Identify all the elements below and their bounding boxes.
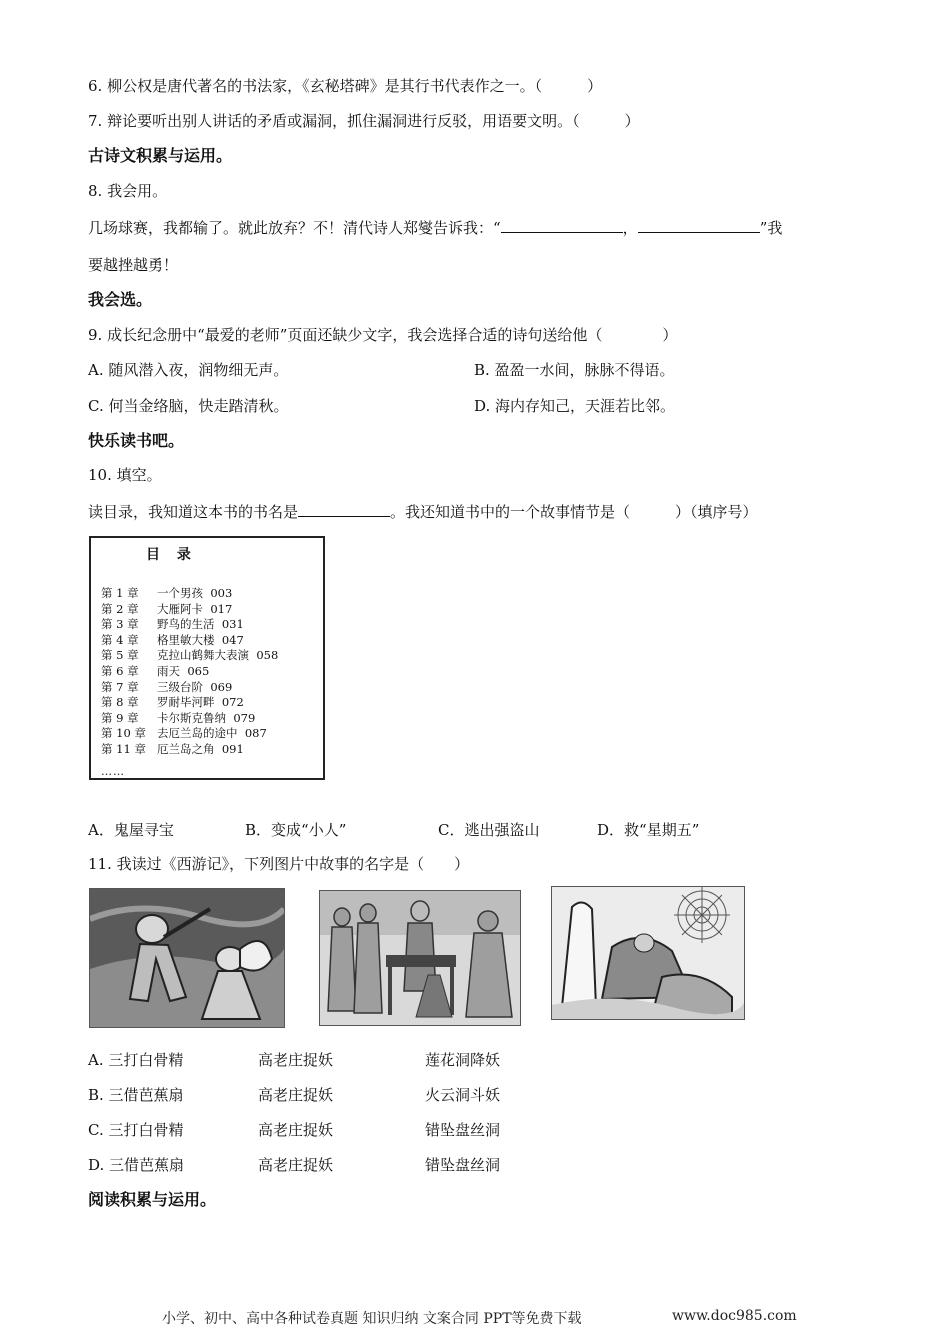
toc-chapter: 第 10 章 — [101, 726, 146, 741]
question-9-option-a[interactable]: A. 随风潜入夜，润物细无声。 — [88, 361, 289, 379]
toc-name: 大雁阿卡 — [157, 601, 203, 616]
toc-title: 目 录 — [146, 547, 197, 563]
question-9-option-c[interactable]: C. 何当金络脑，快走踏清秋。 — [88, 397, 289, 415]
toc-chapter: 第 6 章 — [101, 663, 139, 678]
section-heading-reading-accumulation: 阅读积累与运用。 — [88, 1190, 217, 1209]
question-11-option-c-col3: 错坠盘丝洞 — [425, 1121, 501, 1139]
toc-item — [101, 586, 278, 602]
toc-item — [101, 617, 278, 633]
section-heading-choose: 我会选。 — [88, 290, 153, 309]
picture-3-illustration — [552, 887, 744, 1019]
section-heading-reading: 快乐读书吧。 — [88, 431, 185, 450]
story-picture-2 — [319, 890, 521, 1026]
toc-page: 047 — [221, 632, 244, 647]
question-10-option-d[interactable]: D．救“星期五” — [597, 821, 700, 839]
toc-item — [101, 711, 278, 727]
question-10-title: 10. 填空。 — [88, 466, 162, 484]
question-7: 7. 辩论要听出别人讲话的矛盾或漏洞，抓住漏洞进行反驳，用语要文明。（ ） — [88, 112, 640, 130]
question-11-option-c-col2: 高老庄捉妖 — [258, 1121, 334, 1139]
answer-blank-book-title[interactable] — [298, 501, 390, 517]
question-11-option-b-col2: 高老庄捉妖 — [258, 1086, 334, 1104]
toc-page: 003 — [210, 586, 233, 600]
toc-ellipsis: …… — [101, 765, 125, 778]
question-11-option-d-col3: 错坠盘丝洞 — [425, 1156, 501, 1174]
toc-name: 罗耐毕河畔 — [157, 695, 215, 710]
toc-name: 雨天 — [157, 663, 180, 678]
question-8-text-a: 几场球赛，我都输了。就此放弃？不！清代诗人郑燮告诉我：“ — [88, 219, 501, 237]
toc-page: 058 — [256, 648, 279, 663]
toc-item — [101, 726, 278, 742]
toc-name: 野鸟的生活 — [157, 617, 215, 632]
toc-name: 三级台阶 — [157, 679, 203, 694]
toc-page: 091 — [221, 741, 244, 756]
section-heading-ancient-poetry: 古诗文积累与运用。 — [88, 146, 233, 165]
picture-1-illustration — [90, 889, 284, 1027]
question-8-text-b: ”我 — [759, 219, 783, 237]
question-9-option-b[interactable]: B. 盈盈一水间，脉脉不得语。 — [474, 361, 675, 379]
toc-list — [101, 586, 278, 758]
toc-item — [101, 680, 278, 696]
footer-text: 小学、初中、高中各种试卷真题 知识归纳 文案合同 PPT等免费下载 — [162, 1311, 582, 1327]
toc-chapter: 第 1 章 — [101, 586, 139, 600]
question-11-option-d[interactable]: D. 三借芭蕉扇 — [88, 1156, 185, 1174]
question-6: 6. 柳公权是唐代著名的书法家，《玄秘塔碑》是其行书代表作之一。（ ） — [88, 77, 603, 95]
toc-name: 去厄兰岛的途中 — [157, 726, 238, 741]
toc-page: 017 — [210, 601, 233, 616]
toc-name: 克拉山鹤舞大表演 — [157, 648, 249, 663]
toc-chapter: 第 8 章 — [101, 695, 139, 710]
toc-page: 087 — [244, 726, 267, 741]
toc-name: 卡尔斯克鲁纳 — [157, 710, 226, 725]
question-8-text — [88, 217, 782, 238]
toc-chapter: 第 7 章 — [101, 679, 139, 694]
question-11-option-d-col2: 高老庄捉妖 — [258, 1156, 334, 1174]
question-11-option-a[interactable]: A. 三打白骨精 — [88, 1051, 184, 1069]
picture-2-illustration — [320, 891, 520, 1025]
toc-page: 069 — [210, 679, 233, 694]
question-8-comma: ， — [622, 219, 638, 237]
question-9: 9. 成长纪念册中“最爱的老师”页面还缺少文字，我会选择合适的诗句送给他（ ） — [88, 326, 678, 344]
toc-chapter: 第 9 章 — [101, 710, 139, 725]
toc-name: 格里敏大楼 — [157, 632, 215, 647]
toc-name: 一个男孩 — [157, 586, 203, 600]
story-picture-1 — [89, 888, 285, 1028]
toc-chapter: 第 5 章 — [101, 648, 139, 663]
question-8-title: 8. 我会用。 — [88, 182, 168, 200]
question-11-option-a-col2: 高老庄捉妖 — [258, 1051, 334, 1069]
question-11-option-c[interactable]: C. 三打白骨精 — [88, 1121, 184, 1139]
toc-item — [101, 742, 278, 758]
toc-name: 厄兰岛之角 — [157, 741, 215, 756]
table-of-contents-image — [89, 536, 325, 780]
toc-page: 065 — [187, 663, 210, 678]
question-10-option-c[interactable]: C．逃出强盗山 — [438, 821, 540, 839]
question-8-text-c: 要越挫越勇！ — [88, 256, 179, 274]
question-11-option-b[interactable]: B. 三借芭蕉扇 — [88, 1086, 184, 1104]
toc-item — [101, 664, 278, 680]
toc-item — [101, 633, 278, 649]
answer-blank-1[interactable] — [501, 217, 623, 233]
question-9-option-d[interactable]: D. 海内存知己，天涯若比邻。 — [474, 397, 676, 415]
question-10-text — [88, 501, 758, 522]
question-10-text-b: 。我还知道书中的一个故事情节是（ ）（填序号） — [390, 503, 758, 521]
toc-page: 072 — [221, 695, 244, 710]
toc-item — [101, 648, 278, 664]
story-picture-3 — [551, 886, 745, 1020]
toc-page: 079 — [233, 710, 256, 725]
question-11: 11. 我读过《西游记》，下列图片中故事的名字是（ ） — [88, 855, 470, 873]
toc-page: 031 — [221, 617, 244, 632]
question-11-option-b-col3: 火云洞斗妖 — [425, 1086, 501, 1104]
toc-item — [101, 695, 278, 711]
question-10-option-b[interactable]: B．变成“小人” — [245, 821, 347, 839]
toc-chapter: 第 2 章 — [101, 601, 139, 616]
footer-url[interactable]: www.doc985.com — [672, 1308, 797, 1324]
answer-blank-2[interactable] — [638, 217, 760, 233]
toc-chapter: 第 4 章 — [101, 632, 139, 647]
question-10-text-a: 读目录，我知道这本书的书名是 — [88, 503, 299, 521]
toc-item — [101, 602, 278, 618]
toc-chapter: 第 3 章 — [101, 617, 139, 632]
question-10-option-a[interactable]: A．鬼屋寻宝 — [88, 821, 174, 839]
toc-chapter: 第 11 章 — [101, 741, 146, 756]
question-11-option-a-col3: 莲花洞降妖 — [425, 1051, 501, 1069]
